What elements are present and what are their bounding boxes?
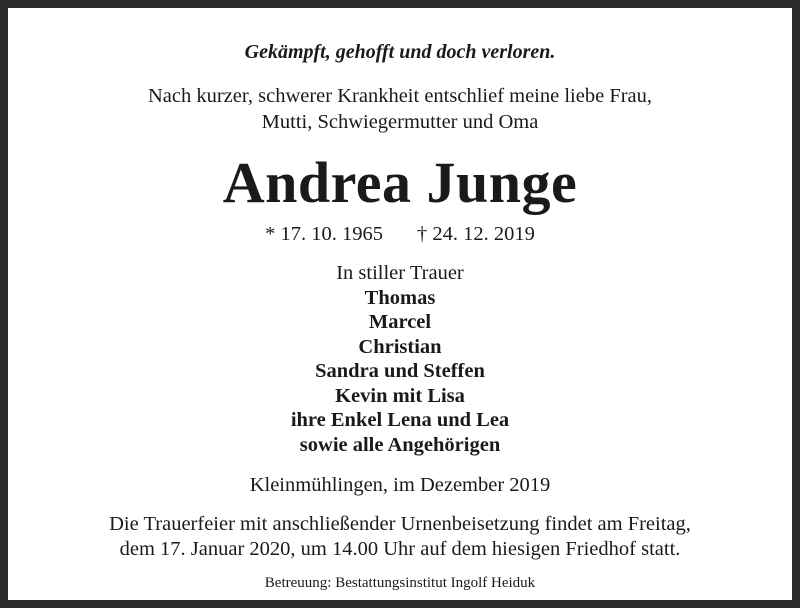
service-line-1: Die Trauerfeier mit anschließender Urnenbeisetzung findet am Freitag,	[109, 513, 691, 535]
deceased-name: Andrea Junge	[222, 150, 578, 215]
birth-date: * 17. 10. 1965	[265, 223, 383, 245]
intro-line-2: Mutti, Schwiegermutter und Oma	[261, 111, 539, 133]
mourning-lead: In stiller Trauer	[336, 262, 464, 284]
intro-line-1: Nach kurzer, schwerer Krankheit entschlief meine liebe Frau,	[147, 85, 653, 107]
obituary-content	[16, 16, 784, 592]
life-dates	[16, 221, 784, 247]
mourner-name: sowie alle Angehörigen	[299, 433, 501, 456]
death-date: † 24. 12. 2019	[417, 223, 535, 245]
intro-text	[16, 83, 784, 135]
mourner-name: Marcel	[368, 311, 432, 333]
mourner-name: Thomas	[364, 286, 436, 309]
mourner-name: Christian	[358, 335, 442, 358]
motto-line: Gekämpft, gehofft und doch verloren.	[244, 41, 556, 63]
service-line-2: dem 17. Januar 2020, um 14.00 Uhr auf dem hiesigen Friedhof statt.	[119, 538, 681, 560]
place-date: Kleinmühlingen, im Dezember 2019	[249, 474, 551, 496]
undertaker-credit: Betreuung: Bestattungsinstitut Ingolf Heiduk	[264, 575, 536, 591]
mourner-name: Sandra und Steffen	[315, 360, 485, 382]
mourners-block	[16, 261, 784, 457]
mourner-name: Kevin mit Lisa	[335, 384, 465, 407]
mourner-name: ihre Enkel Lena und Lea	[290, 409, 510, 431]
service-info	[16, 512, 784, 562]
